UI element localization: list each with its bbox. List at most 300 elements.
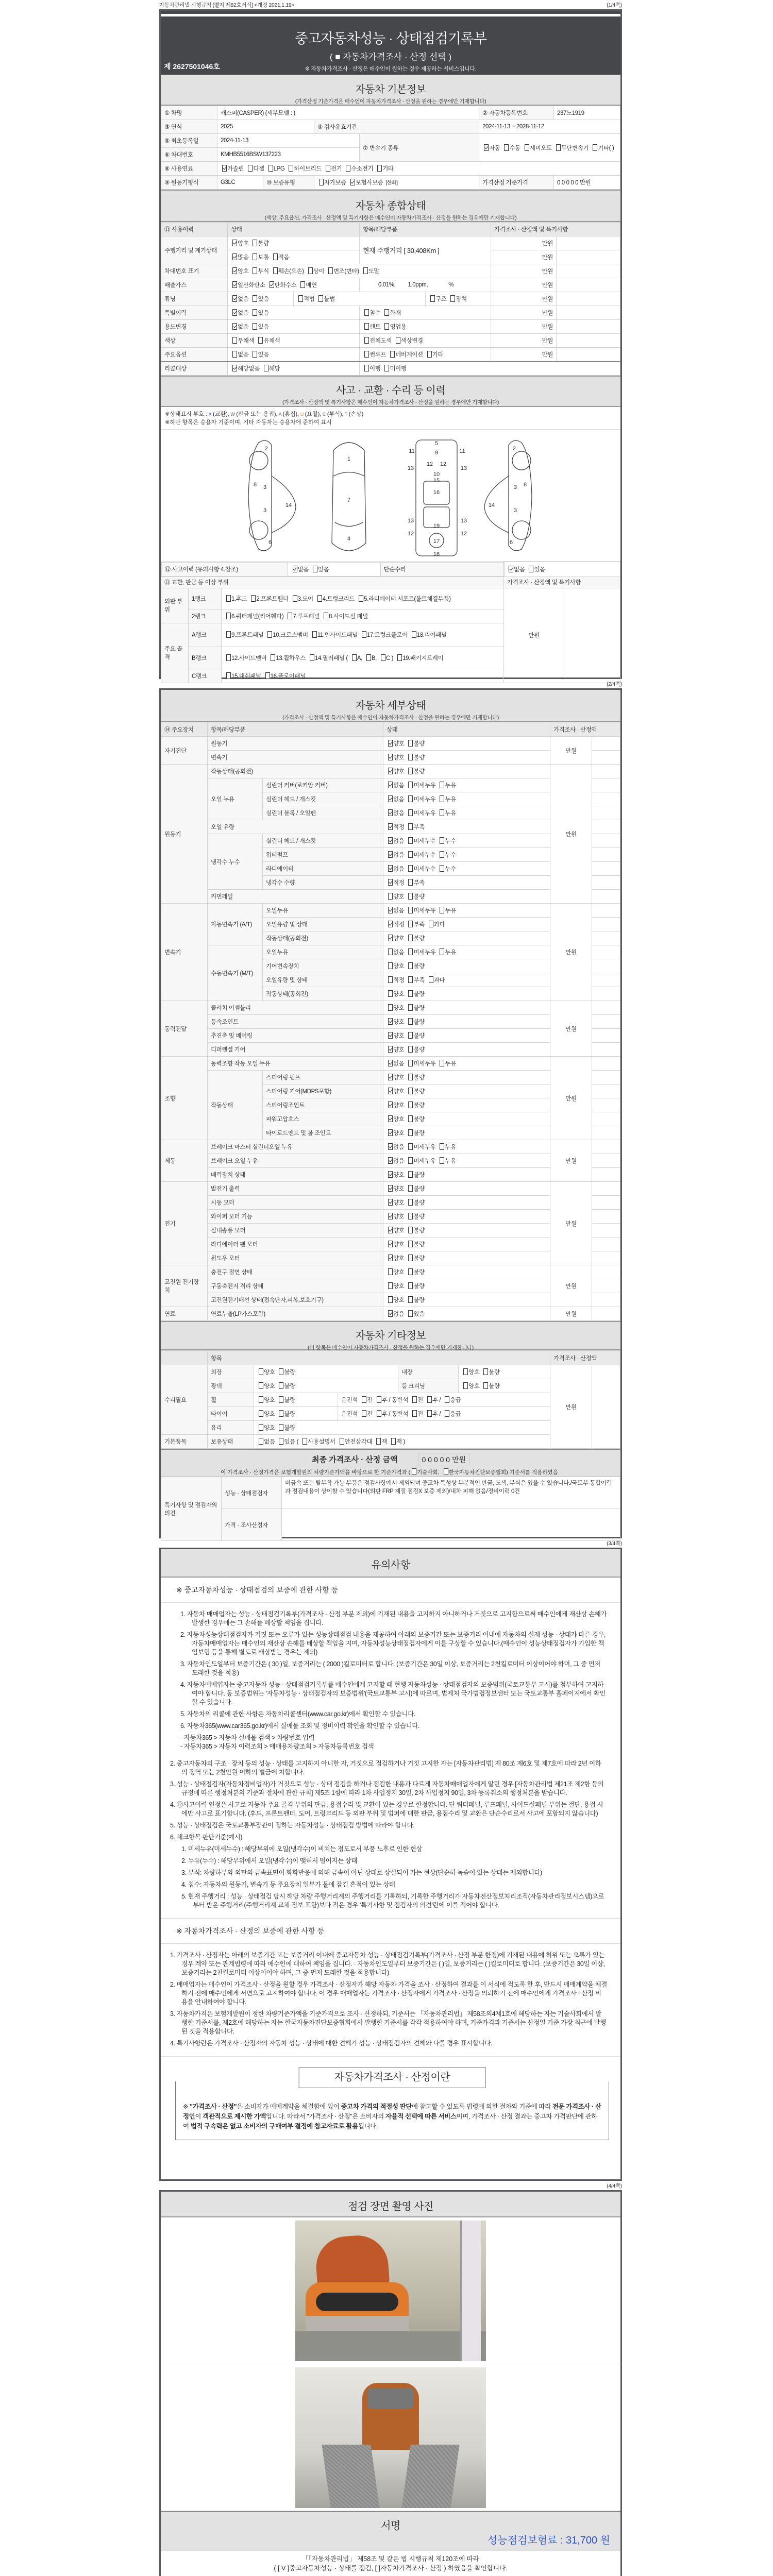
checkbox-icon[interactable]: [253, 309, 257, 316]
checkbox-option[interactable]: [386, 1033, 404, 1039]
checkbox-icon[interactable]: [388, 962, 393, 969]
checkbox-option[interactable]: [264, 673, 306, 680]
checkbox-option[interactable]: [482, 145, 500, 151]
checkbox-icon[interactable]: [388, 1004, 393, 1011]
checkbox-option[interactable]: [386, 741, 404, 747]
checked-checkbox-icon[interactable]: [232, 281, 237, 288]
checked-checkbox-icon[interactable]: [388, 1032, 393, 1039]
checkbox-icon[interactable]: [362, 1396, 366, 1403]
checkbox-icon[interactable]: [440, 782, 444, 788]
checkbox-option[interactable]: [357, 596, 450, 602]
checkbox-icon[interactable]: [388, 893, 393, 900]
checkbox-option[interactable]: [407, 796, 435, 803]
checkbox-option[interactable]: [527, 567, 545, 573]
checkbox-icon[interactable]: [376, 1438, 381, 1445]
checkbox-option[interactable]: [251, 352, 268, 358]
checkbox-option[interactable]: [407, 880, 424, 886]
checkbox-option[interactable]: [407, 950, 435, 956]
checked-checkbox-icon[interactable]: [388, 1074, 393, 1080]
checkbox-option[interactable]: [386, 852, 404, 858]
checkbox-option[interactable]: [251, 255, 268, 261]
checkbox-option[interactable]: [277, 1397, 295, 1403]
checkbox-option[interactable]: [438, 796, 456, 803]
checkbox-option[interactable]: [257, 1411, 275, 1417]
checkbox-option[interactable]: [407, 1033, 424, 1039]
checkbox-option[interactable]: [307, 268, 324, 275]
checkbox-option[interactable]: [246, 166, 264, 172]
checkbox-icon[interactable]: [525, 144, 529, 151]
checkbox-option[interactable]: [231, 324, 248, 330]
checkbox-option[interactable]: [407, 1269, 424, 1276]
checkbox-icon[interactable]: [440, 865, 444, 872]
checkbox-option[interactable]: [390, 1439, 405, 1445]
checkbox-option[interactable]: [386, 894, 404, 900]
checkbox-icon[interactable]: [253, 351, 257, 358]
checkbox-icon[interactable]: [300, 281, 305, 288]
checkbox-icon[interactable]: [408, 1255, 413, 1261]
checkbox-option[interactable]: [363, 324, 380, 330]
checkbox-icon[interactable]: [408, 948, 413, 955]
checkbox-option[interactable]: [426, 1397, 441, 1403]
checkbox-icon[interactable]: [440, 1157, 444, 1164]
checkbox-option[interactable]: [407, 1158, 435, 1164]
checkbox-icon[interactable]: [273, 267, 278, 274]
checkbox-icon[interactable]: [273, 253, 278, 260]
checked-checkbox-icon[interactable]: [232, 240, 237, 246]
checkbox-icon[interactable]: [226, 631, 231, 638]
checkbox-option[interactable]: [449, 296, 466, 302]
checkbox-option[interactable]: [438, 810, 456, 817]
checkbox-option[interactable]: [231, 310, 248, 316]
checked-checkbox-icon[interactable]: [388, 754, 393, 760]
checkbox-option[interactable]: [360, 632, 408, 638]
checkbox-option[interactable]: [225, 673, 261, 680]
checkbox-option[interactable]: [257, 1369, 275, 1376]
checkbox-option[interactable]: [360, 1397, 373, 1403]
checkbox-option[interactable]: [231, 255, 248, 261]
checkbox-icon[interactable]: [253, 323, 257, 330]
checkbox-icon[interactable]: [248, 165, 253, 172]
checkbox-icon[interactable]: [463, 1368, 468, 1375]
checkbox-option[interactable]: [225, 596, 247, 602]
checkbox-icon[interactable]: [412, 1410, 417, 1417]
checked-checkbox-icon[interactable]: [270, 281, 274, 288]
checkbox-option[interactable]: [407, 824, 424, 831]
checkbox-option[interactable]: [407, 1089, 424, 1095]
checkbox-icon[interactable]: [430, 295, 435, 302]
checkbox-icon[interactable]: [408, 962, 413, 969]
checked-checkbox-icon[interactable]: [388, 851, 393, 858]
checkbox-icon[interactable]: [408, 837, 413, 844]
checkbox-option[interactable]: [386, 1061, 404, 1067]
checked-checkbox-icon[interactable]: [388, 1185, 393, 1192]
checkbox-icon[interactable]: [556, 144, 561, 151]
checkbox-option[interactable]: [407, 922, 424, 928]
checkbox-option[interactable]: [427, 977, 445, 984]
checked-checkbox-icon[interactable]: [388, 865, 393, 872]
checkbox-option[interactable]: [438, 1158, 456, 1164]
checked-checkbox-icon[interactable]: [388, 1101, 393, 1108]
checkbox-option[interactable]: [277, 1383, 295, 1389]
checkbox-option[interactable]: [438, 838, 456, 844]
checked-checkbox-icon[interactable]: [388, 935, 393, 941]
checkbox-option[interactable]: [386, 769, 404, 775]
checkbox-icon[interactable]: [408, 768, 413, 774]
checkbox-option[interactable]: [386, 1256, 404, 1262]
checkbox-icon[interactable]: [298, 295, 303, 302]
checkbox-option[interactable]: [291, 567, 309, 573]
checkbox-option[interactable]: [268, 282, 297, 289]
checkbox-option[interactable]: [386, 796, 404, 803]
checkbox-icon[interactable]: [364, 323, 369, 330]
checkbox-icon[interactable]: [253, 253, 257, 260]
checkbox-option[interactable]: [311, 567, 329, 573]
checkbox-icon[interactable]: [279, 1438, 283, 1445]
checkbox-icon[interactable]: [346, 165, 350, 172]
checkbox-option[interactable]: [407, 1172, 424, 1178]
checked-checkbox-icon[interactable]: [232, 253, 237, 260]
checkbox-option[interactable]: [316, 596, 355, 602]
checkbox-icon[interactable]: [279, 1410, 283, 1417]
checkbox-icon[interactable]: [483, 1382, 488, 1389]
checkbox-icon[interactable]: [412, 631, 416, 638]
checkbox-icon[interactable]: [397, 654, 402, 661]
checkbox-option[interactable]: [554, 145, 589, 151]
checkbox-option[interactable]: [287, 166, 322, 172]
checkbox-option[interactable]: [365, 655, 377, 662]
checkbox-option[interactable]: [407, 963, 424, 970]
checkbox-option[interactable]: [257, 1397, 275, 1403]
checkbox-option[interactable]: [386, 977, 404, 984]
checkbox-option[interactable]: [407, 755, 424, 761]
checkbox-option[interactable]: [407, 1116, 424, 1123]
checkbox-option[interactable]: [394, 338, 423, 344]
checkbox-icon[interactable]: [408, 879, 413, 886]
checked-checkbox-icon[interactable]: [388, 740, 393, 747]
checkbox-icon[interactable]: [408, 990, 413, 997]
checkbox-option[interactable]: [231, 296, 248, 302]
checkbox-icon[interactable]: [408, 1227, 413, 1233]
checked-checkbox-icon[interactable]: [232, 365, 237, 371]
checkbox-icon[interactable]: [408, 1074, 413, 1080]
checked-checkbox-icon[interactable]: [388, 879, 393, 886]
checkbox-option[interactable]: [225, 655, 266, 662]
checkbox-option[interactable]: [291, 596, 313, 602]
checkbox-icon[interactable]: [408, 1171, 413, 1178]
checkbox-icon[interactable]: [408, 1310, 413, 1317]
checkbox-icon[interactable]: [352, 654, 357, 661]
checkbox-icon[interactable]: [364, 337, 369, 344]
checkbox-option[interactable]: [438, 852, 456, 858]
checkbox-icon[interactable]: [408, 1060, 413, 1066]
checkbox-option[interactable]: [462, 1383, 479, 1389]
checkbox-icon[interactable]: [463, 1382, 468, 1389]
checkbox-option[interactable]: [407, 838, 435, 844]
checkbox-option[interactable]: [327, 268, 359, 275]
checkbox-option[interactable]: [462, 1369, 479, 1376]
checkbox-option[interactable]: [231, 352, 248, 358]
checked-checkbox-icon[interactable]: [388, 1171, 393, 1178]
checkbox-icon[interactable]: [259, 1424, 263, 1431]
checkbox-icon[interactable]: [364, 351, 369, 358]
checkbox-icon[interactable]: [408, 1129, 413, 1136]
checkbox-icon[interactable]: [408, 754, 413, 760]
checkbox-option[interactable]: [438, 783, 456, 789]
checkbox-option[interactable]: [407, 852, 435, 858]
checkbox-icon[interactable]: [279, 1424, 283, 1431]
checkbox-option[interactable]: [407, 1283, 424, 1290]
checkbox-option[interactable]: [383, 366, 406, 372]
checkbox-option[interactable]: [386, 783, 404, 789]
checkbox-option[interactable]: [407, 769, 424, 775]
checkbox-option[interactable]: [407, 894, 424, 900]
checkbox-option[interactable]: [344, 166, 373, 172]
checkbox-option[interactable]: [407, 936, 424, 942]
checkbox-option[interactable]: [231, 338, 254, 344]
checkbox-icon[interactable]: [408, 1032, 413, 1039]
checkbox-option[interactable]: [341, 1397, 358, 1403]
checkbox-option[interactable]: [277, 1411, 295, 1417]
checkbox-option[interactable]: [383, 324, 406, 330]
checkbox-option[interactable]: [386, 1103, 404, 1109]
checkbox-icon[interactable]: [445, 1410, 449, 1417]
checkbox-icon[interactable]: [408, 809, 413, 816]
checkbox-icon[interactable]: [253, 267, 257, 274]
checkbox-icon[interactable]: [408, 1199, 413, 1206]
checkbox-option[interactable]: [311, 632, 358, 638]
checkbox-option[interactable]: [375, 1397, 408, 1403]
checkbox-icon[interactable]: [313, 566, 317, 572]
checkbox-icon[interactable]: [450, 295, 455, 302]
checkbox-option[interactable]: [407, 1130, 424, 1137]
checkbox-icon[interactable]: [259, 1396, 263, 1403]
checkbox-option[interactable]: [386, 950, 404, 956]
checkbox-option[interactable]: [231, 282, 265, 289]
checkbox-icon[interactable]: [408, 935, 413, 941]
checkbox-option[interactable]: [386, 1311, 404, 1317]
checkbox-option[interactable]: [407, 1297, 424, 1303]
checkbox-option[interactable]: [386, 1075, 404, 1081]
checkbox-icon[interactable]: [381, 654, 385, 661]
checked-checkbox-icon[interactable]: [232, 323, 237, 330]
checkbox-icon[interactable]: [264, 365, 268, 371]
checkbox-icon[interactable]: [429, 976, 433, 983]
checkbox-option[interactable]: [375, 1411, 408, 1417]
checkbox-option[interactable]: [523, 145, 552, 151]
checkbox-icon[interactable]: [258, 337, 263, 344]
checkbox-option[interactable]: [410, 632, 447, 638]
checkbox-option[interactable]: [249, 596, 288, 602]
checkbox-option[interactable]: [407, 977, 424, 984]
checkbox-option[interactable]: [386, 1200, 404, 1206]
checkbox-option[interactable]: [442, 1469, 558, 1476]
checkbox-option[interactable]: [297, 296, 314, 302]
checkbox-icon[interactable]: [384, 309, 389, 316]
checked-checkbox-icon[interactable]: [388, 921, 393, 927]
checkbox-icon[interactable]: [326, 165, 330, 172]
checkbox-icon[interactable]: [408, 893, 413, 900]
checkbox-icon[interactable]: [408, 1185, 413, 1192]
checkbox-option[interactable]: [386, 755, 404, 761]
checkbox-icon[interactable]: [265, 672, 270, 679]
checkbox-icon[interactable]: [408, 782, 413, 788]
checked-checkbox-icon[interactable]: [388, 1310, 393, 1317]
checkbox-option[interactable]: [407, 741, 424, 747]
checkbox-option[interactable]: [360, 1411, 373, 1417]
checkbox-option[interactable]: [407, 1186, 424, 1192]
checkbox-icon[interactable]: [408, 740, 413, 747]
checkbox-option[interactable]: [407, 1200, 424, 1206]
checkbox-option[interactable]: [301, 1439, 335, 1445]
checked-checkbox-icon[interactable]: [232, 309, 237, 316]
checkbox-option[interactable]: [386, 1186, 404, 1192]
checkbox-icon[interactable]: [445, 1396, 449, 1403]
checkbox-icon[interactable]: [412, 1396, 417, 1403]
checkbox-icon[interactable]: [429, 921, 433, 927]
checkbox-icon[interactable]: [390, 351, 395, 358]
checkbox-icon[interactable]: [251, 595, 256, 602]
checkbox-icon[interactable]: [408, 865, 413, 872]
checkbox-option[interactable]: [389, 352, 423, 358]
checkbox-icon[interactable]: [364, 365, 369, 371]
checkbox-icon[interactable]: [388, 976, 393, 983]
checkbox-option[interactable]: [386, 1297, 404, 1303]
checkbox-option[interactable]: [251, 324, 268, 330]
checkbox-option[interactable]: [286, 614, 320, 620]
checkbox-icon[interactable]: [362, 1410, 366, 1417]
checkbox-option[interactable]: [386, 810, 404, 817]
checkbox-option[interactable]: [407, 991, 424, 997]
checkbox-icon[interactable]: [377, 1396, 381, 1403]
checkbox-option[interactable]: [411, 1397, 423, 1403]
checkbox-option[interactable]: [362, 268, 379, 275]
checkbox-option[interactable]: [438, 1144, 456, 1150]
checkbox-option[interactable]: [231, 241, 248, 247]
checkbox-option[interactable]: [429, 296, 446, 302]
checkbox-icon[interactable]: [440, 851, 444, 858]
checkbox-option[interactable]: [225, 614, 283, 620]
checked-checkbox-icon[interactable]: [388, 795, 393, 802]
checkbox-icon[interactable]: [363, 267, 368, 274]
checkbox-option[interactable]: [407, 1061, 435, 1067]
checkbox-option[interactable]: [396, 655, 443, 662]
checkbox-icon[interactable]: [319, 179, 324, 185]
checkbox-icon[interactable]: [226, 654, 231, 661]
checkbox-icon[interactable]: [440, 907, 444, 913]
checked-checkbox-icon[interactable]: [388, 809, 393, 816]
checkbox-option[interactable]: [386, 1019, 404, 1025]
checkbox-option[interactable]: [438, 950, 456, 956]
checked-checkbox-icon[interactable]: [293, 566, 297, 572]
checked-checkbox-icon[interactable]: [388, 907, 393, 913]
checked-checkbox-icon[interactable]: [388, 1143, 393, 1150]
checkbox-option[interactable]: [383, 310, 400, 316]
checkbox-option[interactable]: [407, 1311, 424, 1317]
checkbox-icon[interactable]: [226, 672, 231, 679]
checkbox-option[interactable]: [386, 1242, 404, 1248]
checkbox-icon[interactable]: [408, 1088, 413, 1094]
checkbox-icon[interactable]: [427, 1410, 432, 1417]
checkbox-icon[interactable]: [391, 1438, 396, 1445]
checked-checkbox-icon[interactable]: [484, 144, 489, 151]
checkbox-icon[interactable]: [408, 1157, 413, 1164]
checkbox-option[interactable]: [386, 866, 404, 872]
checkbox-option[interactable]: [407, 1075, 424, 1081]
checkbox-option[interactable]: [386, 1089, 404, 1095]
checkbox-option[interactable]: [407, 1005, 424, 1011]
checkbox-option[interactable]: [231, 366, 260, 372]
checkbox-icon[interactable]: [408, 1282, 413, 1289]
checkbox-option[interactable]: [386, 1130, 404, 1137]
checkbox-option[interactable]: [407, 908, 435, 914]
checkbox-option[interactable]: [438, 866, 456, 872]
checkbox-option[interactable]: [341, 1411, 358, 1417]
checkbox-option[interactable]: [272, 255, 289, 261]
checkbox-option[interactable]: [363, 352, 386, 358]
checked-checkbox-icon[interactable]: [388, 1129, 393, 1136]
checkbox-option[interactable]: [386, 838, 404, 844]
checkbox-option[interactable]: [443, 1411, 461, 1417]
checkbox-icon[interactable]: [408, 823, 413, 830]
checkbox-icon[interactable]: [359, 595, 363, 602]
checkbox-icon[interactable]: [279, 1382, 283, 1389]
checkbox-icon[interactable]: [593, 144, 597, 151]
checkbox-icon[interactable]: [388, 1268, 393, 1275]
checkbox-icon[interactable]: [384, 323, 389, 330]
checkbox-option[interactable]: [443, 1397, 461, 1403]
checkbox-icon[interactable]: [268, 165, 273, 172]
checkbox-option[interactable]: [257, 1425, 275, 1431]
checkbox-icon[interactable]: [271, 654, 275, 661]
checkbox-option[interactable]: [407, 783, 435, 789]
checkbox-icon[interactable]: [259, 1382, 263, 1389]
checkbox-option[interactable]: [407, 1256, 424, 1262]
checked-checkbox-icon[interactable]: [388, 1255, 393, 1261]
checkbox-icon[interactable]: [310, 654, 314, 661]
checkbox-icon[interactable]: [483, 1368, 488, 1375]
checkbox-icon[interactable]: [440, 795, 444, 802]
checkbox-option[interactable]: [407, 1214, 424, 1220]
checkbox-icon[interactable]: [440, 1060, 444, 1066]
checkbox-icon[interactable]: [427, 351, 432, 358]
checkbox-icon[interactable]: [396, 337, 400, 344]
checkbox-icon[interactable]: [412, 1468, 416, 1475]
checkbox-icon[interactable]: [366, 654, 371, 661]
checkbox-option[interactable]: [386, 991, 404, 997]
checkbox-option[interactable]: [407, 1228, 424, 1234]
checkbox-icon[interactable]: [408, 1268, 413, 1275]
checkbox-option[interactable]: [376, 166, 393, 172]
checkbox-icon[interactable]: [259, 1410, 263, 1417]
checkbox-option[interactable]: [386, 922, 404, 928]
checkbox-option[interactable]: [386, 908, 404, 914]
checkbox-option[interactable]: [386, 1144, 404, 1150]
checkbox-icon[interactable]: [408, 1241, 413, 1247]
checkbox-option[interactable]: [426, 352, 443, 358]
checkbox-option[interactable]: [350, 655, 362, 662]
checkbox-icon[interactable]: [253, 240, 257, 246]
checkbox-icon[interactable]: [440, 837, 444, 844]
checkbox-option[interactable]: [379, 655, 393, 662]
checked-checkbox-icon[interactable]: [388, 1060, 393, 1066]
checkbox-icon[interactable]: [318, 295, 323, 302]
checked-checkbox-icon[interactable]: [388, 768, 393, 774]
checkbox-icon[interactable]: [324, 613, 328, 619]
checkbox-icon[interactable]: [259, 1368, 263, 1375]
checkbox-option[interactable]: [363, 366, 380, 372]
checked-checkbox-icon[interactable]: [509, 566, 513, 572]
checked-checkbox-icon[interactable]: [388, 1227, 393, 1233]
